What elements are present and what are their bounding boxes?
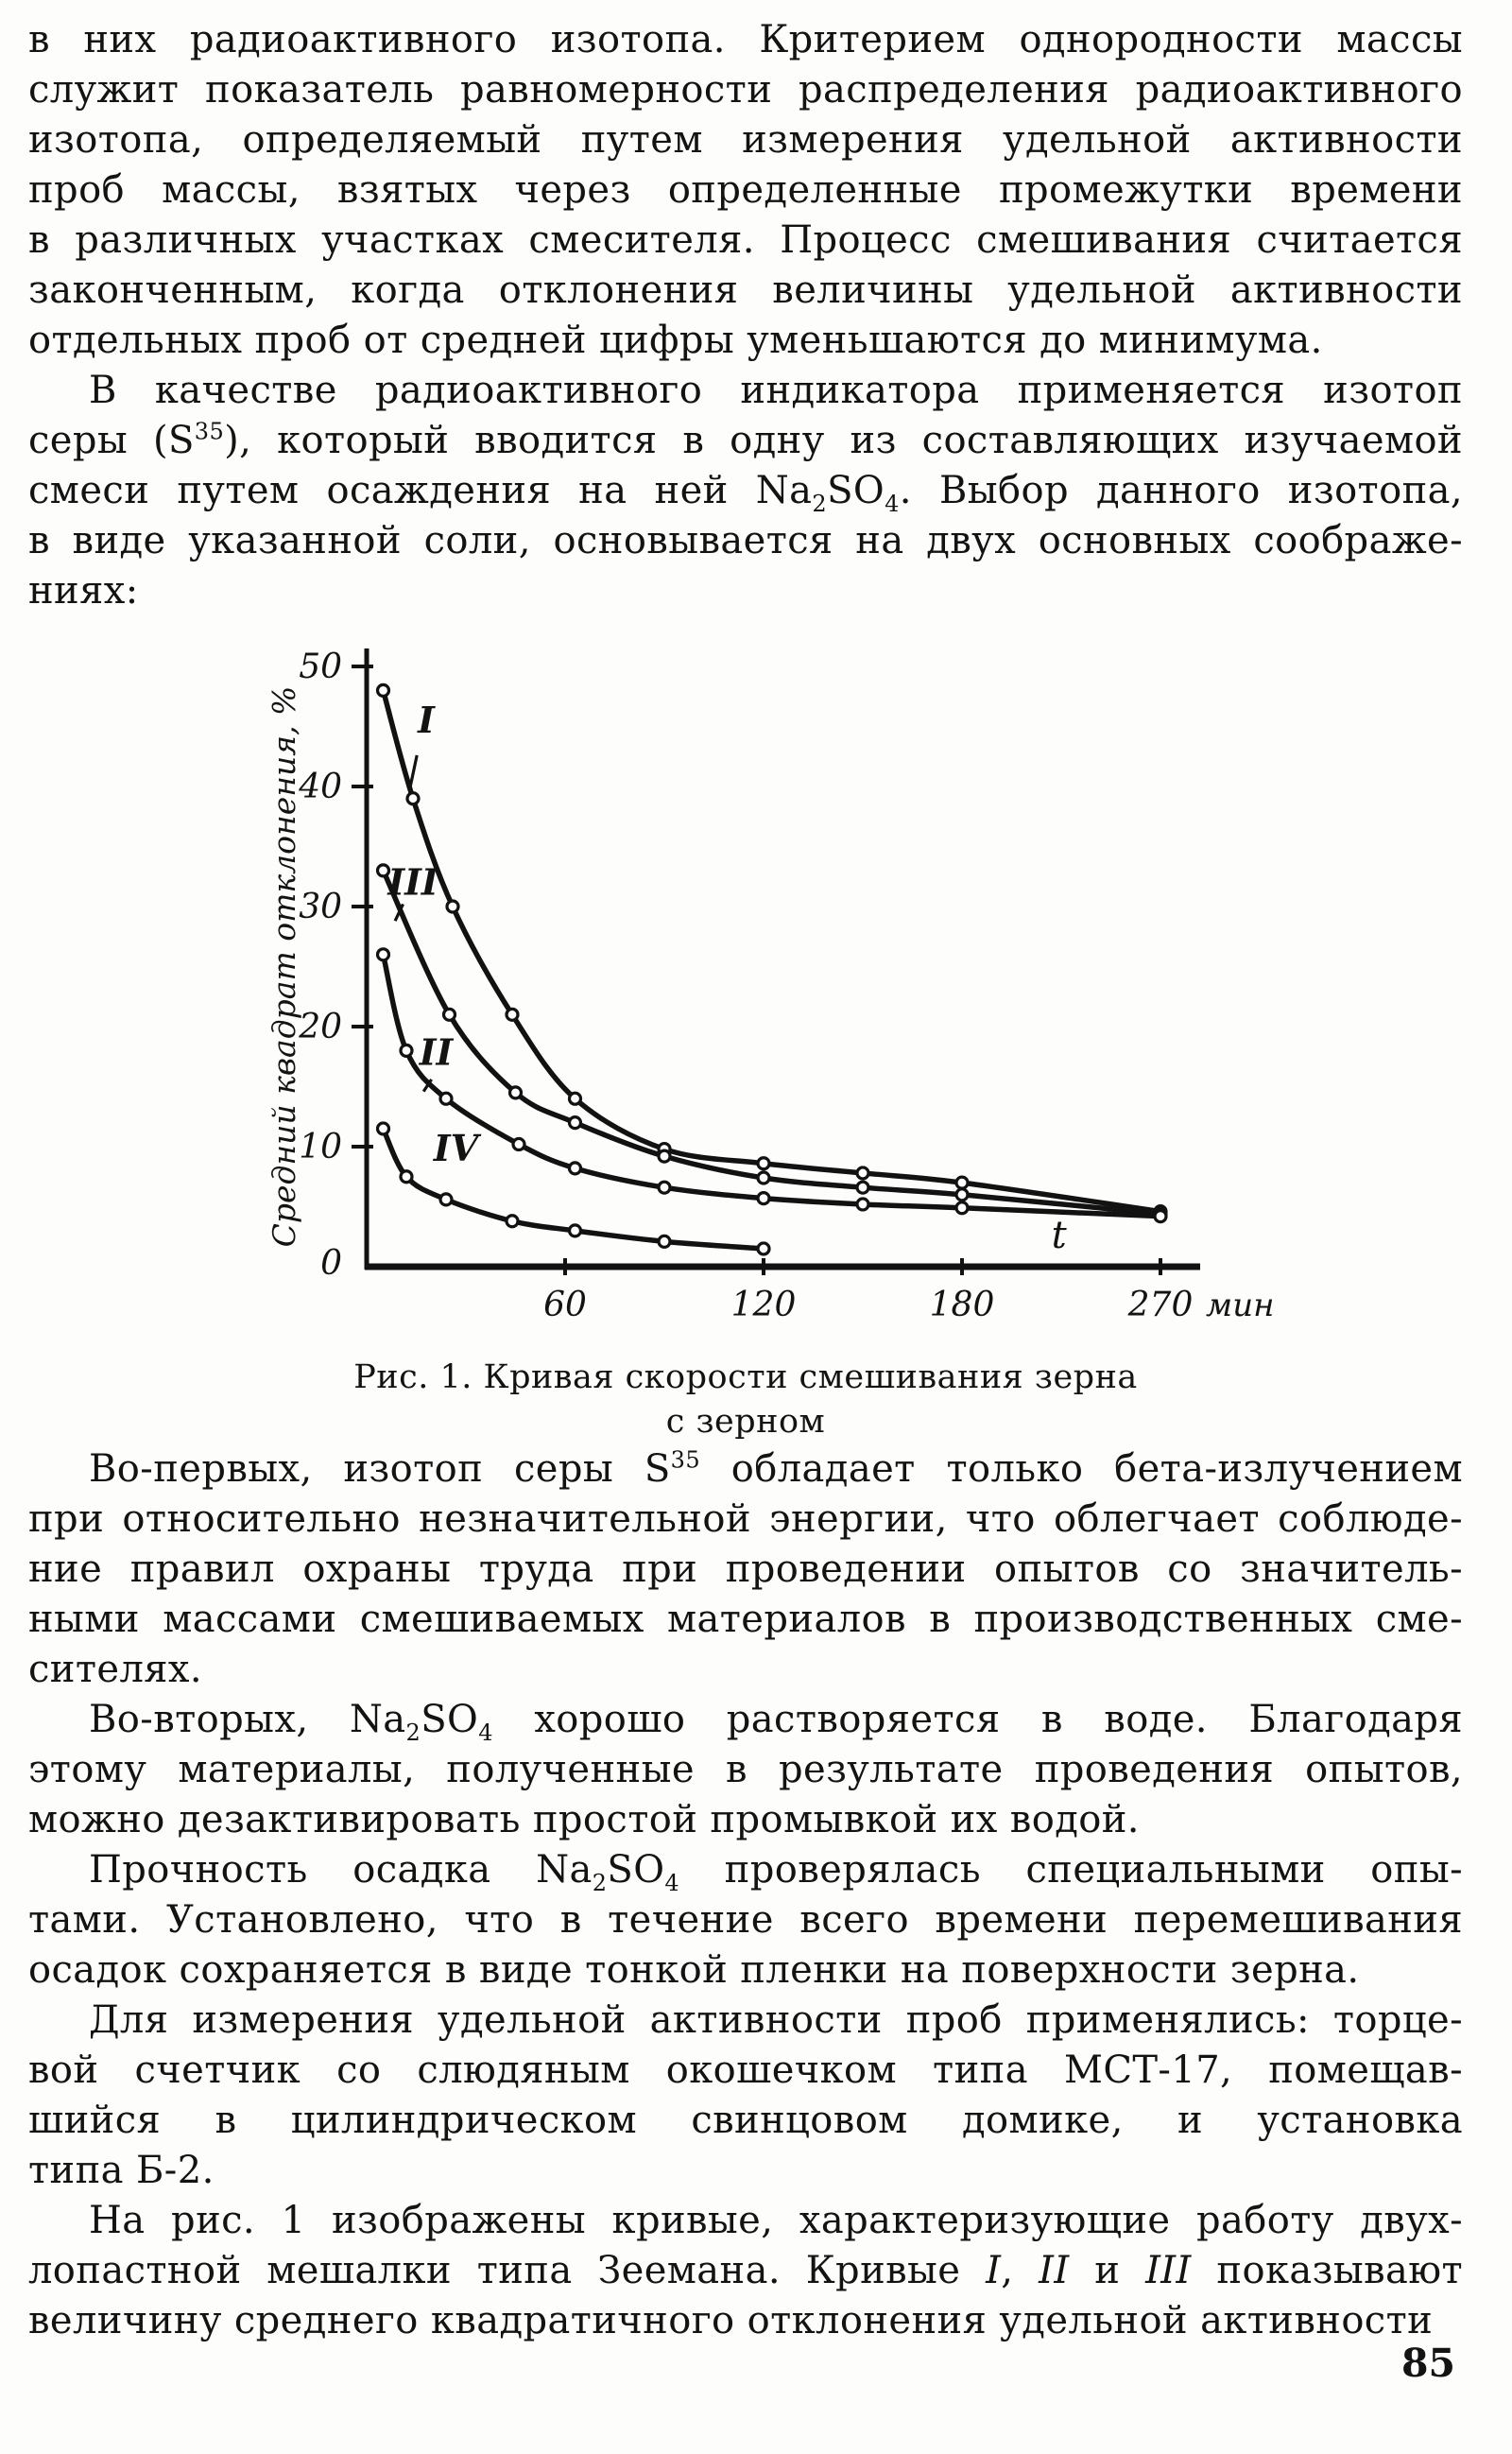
text-line: В качестве радиоактивного индикатора применяется изотоп: [89, 369, 1463, 412]
series-I-marker: [407, 793, 419, 804]
figure-caption: [28, 1356, 1463, 1444]
x-axis-symbol: t: [1051, 1214, 1067, 1257]
text-line: законченным, когда отклонения величины удельной активности: [28, 268, 1463, 312]
series-III-marker: [444, 1009, 455, 1020]
label-leader: [410, 755, 417, 786]
text-line: проб массы, взятых через определенные промежутки времени: [28, 168, 1463, 212]
sub-script: 4: [885, 491, 900, 517]
series-I-marker: [857, 1167, 868, 1179]
paragraph: [28, 1695, 1463, 1845]
x-tick-label: 270: [1127, 1286, 1194, 1324]
series-II-marker: [401, 1045, 412, 1056]
series-II-marker: [857, 1199, 868, 1210]
series-II-marker: [956, 1202, 968, 1214]
paragraph: [28, 15, 1463, 366]
series-II-marker: [758, 1193, 769, 1204]
text-line: Для измерения удельной активности проб применялись: торце-: [89, 1998, 1463, 2042]
series-III-marker: [956, 1189, 968, 1201]
sub-script: 2: [405, 1720, 421, 1746]
y-axis-title: Средний квадрат отклонения, %: [266, 685, 302, 1248]
paragraph: [28, 2196, 1463, 2346]
series-IV-marker: [378, 1123, 389, 1134]
text-line: осадок сохраняется в виде тонкой пленки на поверхности зерна.: [28, 1948, 1360, 1992]
series-II-marker: [378, 949, 389, 960]
curve-label-I: I: [418, 698, 435, 741]
figure-1: [28, 633, 1463, 1444]
y-tick-label: 10: [299, 1128, 342, 1167]
mixing-curves-chart: [263, 633, 1349, 1335]
text-line: в них радиоактивного изотопа. Критерием однородности массы: [28, 18, 1463, 61]
sub-script: 2: [812, 491, 828, 517]
series-III-marker: [510, 1087, 522, 1098]
italic-text: II: [1039, 2249, 1070, 2292]
x-tick-label: 120: [730, 1286, 797, 1324]
series-II-marker: [1155, 1211, 1166, 1222]
series-III-marker: [857, 1182, 868, 1193]
series-III-marker: [570, 1117, 581, 1129]
series-IV-marker: [659, 1236, 670, 1247]
text-line: величину среднего квадратичного отклонения удельной активности: [28, 2299, 1434, 2342]
series-I-marker: [378, 684, 389, 696]
text-line: Во-первых, изотоп серы $S^{35}$ обладает только бета-излучением: [89, 1446, 1464, 1491]
paragraph: [28, 366, 1463, 616]
text-line: при относительно незначительной энергии, что облегчает соблюде-: [28, 1497, 1463, 1541]
series-II-marker: [570, 1163, 581, 1174]
series-III-marker: [758, 1172, 769, 1184]
text-line: типа Б-2.: [28, 2149, 215, 2192]
series-II-marker: [513, 1138, 524, 1149]
series-III-marker: [659, 1150, 670, 1162]
series-I-marker: [956, 1177, 968, 1188]
y-tick-label: 0: [320, 1244, 342, 1283]
italic-text: III: [1145, 2249, 1192, 2292]
text-line: тами. Установлено, что в течение всего времени перемешивания: [28, 1898, 1463, 1942]
y-tick-label: 50: [299, 648, 342, 686]
series-IV-marker: [440, 1194, 452, 1205]
y-tick-label: 30: [299, 888, 342, 926]
text-line: в виде указанной соли, основывается на двух основных соображе-: [28, 519, 1463, 562]
text-line: вой счетчик со слюдяным окошечком типа МСТ-17, помещав-: [28, 2048, 1463, 2092]
curve-label-II: II: [419, 1030, 454, 1074]
page-number: 85: [1400, 2341, 1455, 2386]
text-line: Прочность осадка $Na_2SO_4$ проверялась специальными опы-: [89, 1848, 1463, 1896]
text-line: серы $(S^{35})$, который вводится в одну из составляющих изучаемой: [28, 418, 1463, 462]
text-line: отдельных проб от средней цифры уменьшаются до минимума.: [28, 319, 1323, 362]
y-tick-label: 20: [299, 1008, 342, 1046]
series-I-marker: [758, 1158, 769, 1169]
series-IV-marker: [401, 1171, 412, 1183]
text-line: лопастной мешалки типа Зеемана. Кривые I, II и III показывают: [28, 2249, 1463, 2292]
series-II-marker: [440, 1093, 452, 1104]
text-line: На рис. 1 изображены кривые, характеризующие работу двух-: [89, 2199, 1463, 2242]
text-line: можно дезактивировать простой промывкой их водой.: [28, 1798, 1140, 1841]
sub-script: 4: [478, 1720, 493, 1746]
caption-line-1: Рис. 1. Кривая скорости смешивания зерна: [353, 1358, 1138, 1396]
text-block-top: [28, 15, 1463, 616]
text-line: ниях:: [28, 569, 139, 613]
sup-script: 35: [670, 1446, 700, 1474]
series-II-marker: [659, 1182, 670, 1193]
curve-label-III: III: [387, 860, 438, 904]
text-line: сителях.: [28, 1648, 202, 1691]
sub-script: 2: [592, 1870, 608, 1896]
text-line: шийся в цилиндрическом свинцовом домике, и установка: [28, 2099, 1463, 2142]
series-I-marker: [507, 1009, 518, 1020]
text-line: Во-вторых, $Na_2SO_4$ хорошо растворяется в воде. Благодаря: [89, 1698, 1463, 1746]
text-line: изотопа, определяемый путем измерения удельной активности: [28, 118, 1463, 162]
text-line: служит показатель равномерности распределения радиоактивного: [28, 68, 1463, 112]
text-line: этому материалы, полученные в результате проведения опытов,: [28, 1748, 1463, 1791]
series-IV-marker: [570, 1225, 581, 1236]
series-I-marker: [447, 901, 458, 912]
series-I-marker: [570, 1093, 581, 1104]
sub-script: 4: [664, 1870, 680, 1896]
sup-script: 35: [194, 418, 225, 445]
series-IV-marker: [758, 1243, 769, 1254]
text-block-bottom: [28, 1444, 1463, 2346]
paragraph: [28, 1444, 1463, 1695]
italic-text: I: [986, 2249, 1002, 2292]
x-tick-label: 180: [929, 1286, 995, 1324]
curve-label-IV: IV: [433, 1127, 479, 1170]
text-line: ными массами смешиваемых материалов в производственных сме-: [28, 1598, 1463, 1641]
x-tick-label: 60: [543, 1286, 587, 1324]
paragraph: [28, 1996, 1463, 2196]
text-line: смеси путем осаждения на ней $Na_2SO_4$. Выбор данного изотопа,: [28, 469, 1463, 517]
y-tick-label: 40: [299, 768, 342, 806]
series-IV-marker: [507, 1216, 518, 1227]
paragraph: [28, 1845, 1463, 1996]
text-line: в различных участках смесителя. Процесс смешивания считается: [28, 218, 1463, 262]
text-line: ние правил охраны труда при проведении опытов со значитель-: [28, 1547, 1463, 1591]
caption-line-2: с зерном: [665, 1403, 826, 1441]
x-unit-label: мин: [1206, 1287, 1275, 1324]
